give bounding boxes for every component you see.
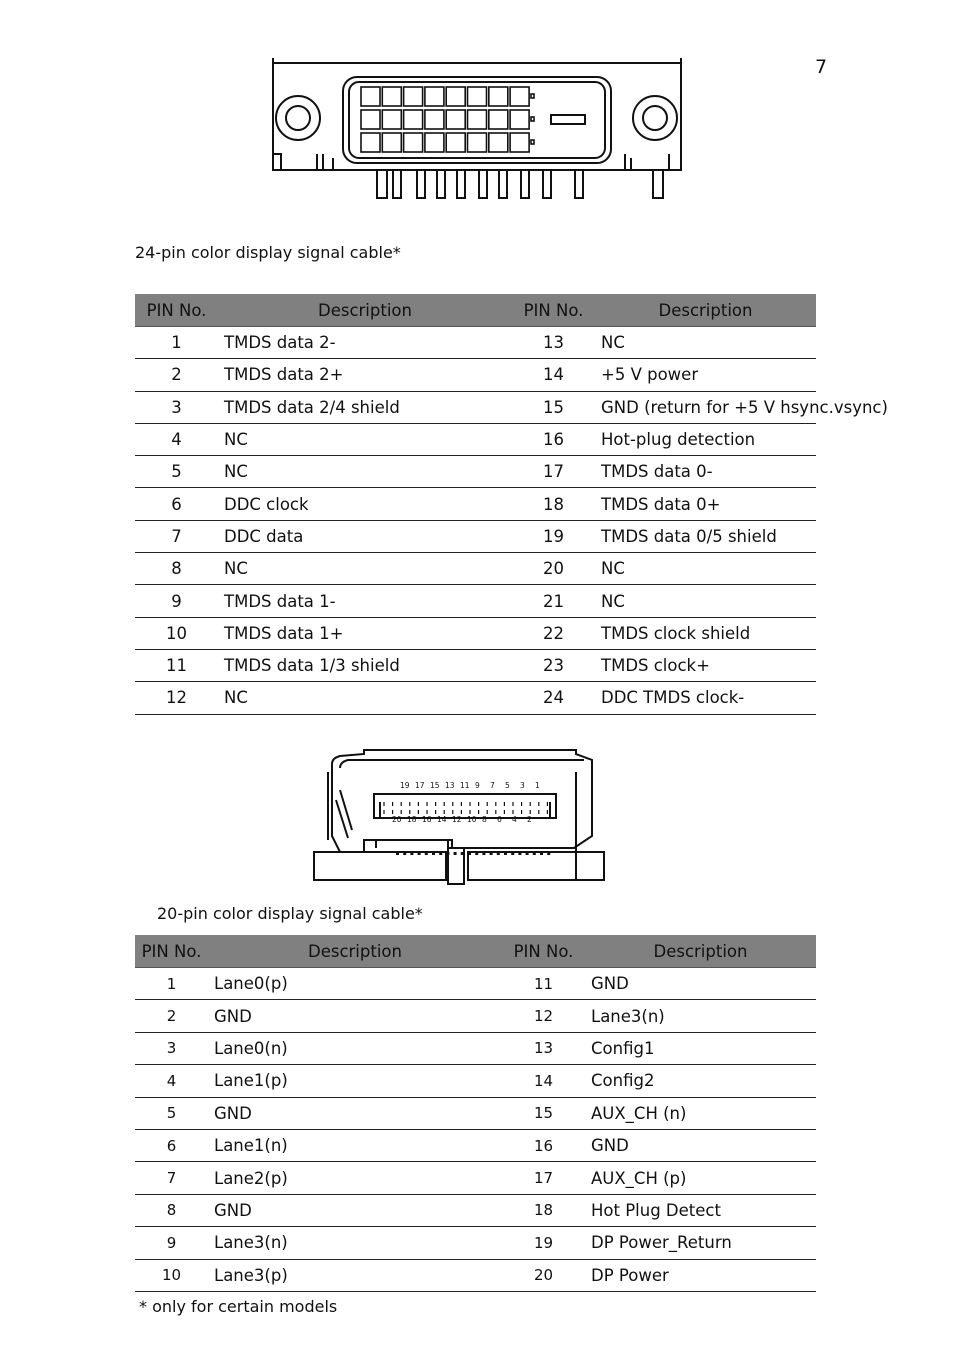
table-row (135, 1000, 816, 1032)
dvi-connector-leg (543, 170, 551, 198)
pin-number-cell: 7 (135, 520, 218, 552)
dp-contact-tick (439, 852, 442, 855)
pin-number-cell: 22 (512, 617, 595, 649)
dvi-pin-socket (446, 87, 465, 106)
dvi-connector-leg (393, 170, 401, 198)
pin-description-cell: NC (595, 585, 816, 617)
pin-description-cell: TMDS data 1- (218, 585, 512, 617)
dp-pin-label: 10 (467, 815, 477, 824)
header-description: Description (218, 294, 512, 327)
pin-number-cell: 1 (135, 327, 218, 359)
pin-description-cell: NC (218, 456, 512, 488)
dp-pin-label: 12 (452, 815, 462, 824)
table-row (135, 488, 816, 520)
dvi-connector-leg (437, 170, 445, 198)
dvi-pin-socket (510, 133, 529, 152)
dvi-pin-socket (382, 133, 401, 152)
dp-contact-tick (482, 852, 485, 855)
pin-description-cell: Lane0(p) (208, 968, 502, 1000)
dp-pin-label: 7 (490, 781, 495, 790)
dp-pin-label: 2 (527, 815, 532, 824)
dvi-pin-socket (404, 133, 423, 152)
pin-description-cell: NC (218, 423, 512, 455)
table-row (135, 553, 816, 585)
pin-description-cell: GND (585, 1129, 816, 1161)
table-row (135, 359, 816, 391)
pin-description-cell: Config2 (585, 1065, 816, 1097)
pin-description-cell: Lane0(n) (208, 1032, 502, 1064)
dvi-pin-socket (446, 110, 465, 129)
dvi-pin-socket (468, 87, 487, 106)
dvi-connector-leg (575, 170, 583, 198)
dp-pin-label: 4 (512, 815, 517, 824)
dp-contact-tick (454, 852, 457, 855)
pin-description-cell: NC (595, 553, 816, 585)
dp-pin-label: 14 (437, 815, 447, 824)
pin-number-cell: 6 (135, 1129, 208, 1161)
pin-description-cell: +5 V power (595, 359, 816, 391)
dp-pin-label: 11 (460, 781, 470, 790)
dvi-pin-socket (361, 87, 380, 106)
pin-number-cell: 21 (512, 585, 595, 617)
dp-pin-label: 13 (445, 781, 455, 790)
dvi-pin-marker (531, 117, 534, 121)
dp-contact-tick (497, 852, 500, 855)
pin-number-cell: 3 (135, 1032, 208, 1064)
dvi-connector-leg (457, 170, 465, 198)
pin-description-cell: TMDS data 2- (218, 327, 512, 359)
dvi-connector-diagram (265, 58, 690, 204)
dp-contact-tick (511, 852, 514, 855)
pin-description-cell: Lane3(p) (208, 1259, 502, 1291)
dp-pin-label: 18 (407, 815, 417, 824)
table-row (135, 649, 816, 681)
pin-number-cell: 8 (135, 553, 218, 585)
pin-number-cell: 4 (135, 423, 218, 455)
pin-description-cell: TMDS data 0/5 shield (595, 520, 816, 552)
pin-number-cell: 13 (512, 327, 595, 359)
pin-number-cell: 15 (512, 391, 595, 423)
footnote: * only for certain models (139, 1297, 338, 1316)
table-row (135, 327, 816, 359)
dvi-pin-socket (489, 133, 508, 152)
pin-description-cell: GND (208, 1000, 502, 1032)
dp-contact-tick (533, 852, 536, 855)
header-pin-no: PIN No. (512, 294, 595, 327)
table-row (135, 520, 816, 552)
dvi-caption: 24-pin color display signal cable* (135, 243, 401, 262)
table-row (135, 1065, 816, 1097)
table-row (135, 585, 816, 617)
dvi-pin-table (135, 294, 888, 715)
pin-number-cell: 12 (135, 682, 218, 714)
dvi-pin-socket (489, 110, 508, 129)
pin-description-cell: TMDS data 0+ (595, 488, 816, 520)
dvi-pin-socket (382, 110, 401, 129)
pin-number-cell: 23 (512, 649, 595, 681)
dvi-pin-socket (425, 87, 444, 106)
table-header-row (135, 935, 816, 968)
pin-description-cell: Lane2(p) (208, 1162, 502, 1194)
pin-description-cell: Lane3(n) (208, 1227, 502, 1259)
dp-pin-label: 9 (475, 781, 480, 790)
header-description: Description (585, 935, 816, 968)
pin-description-cell: DDC TMDS clock- (595, 682, 816, 714)
pin-number-cell: 9 (135, 585, 218, 617)
pin-description-cell: TMDS data 1/3 shield (218, 649, 512, 681)
pin-number-cell: 15 (502, 1097, 585, 1129)
dvi-connector-leg (653, 170, 663, 198)
dvi-pin-socket (404, 110, 423, 129)
pin-number-cell: 6 (135, 488, 218, 520)
pin-description-cell: NC (218, 682, 512, 714)
table-row (135, 456, 816, 488)
dp-contact-tick (540, 852, 543, 855)
pin-number-cell: 14 (512, 359, 595, 391)
pin-number-cell: 8 (135, 1194, 208, 1226)
pin-description-cell: AUX_CH (n) (585, 1097, 816, 1129)
pin-number-cell: 4 (135, 1065, 208, 1097)
pin-description-cell: TMDS data 2+ (218, 359, 512, 391)
dp-pin-label: 8 (482, 815, 487, 824)
pin-number-cell: 20 (502, 1259, 585, 1291)
pin-description-cell: DP Power (585, 1259, 816, 1291)
pin-description-cell: TMDS clock shield (595, 617, 816, 649)
table-header-row (135, 294, 816, 327)
dvi-pin-socket (510, 87, 529, 106)
dp-pin-label: 20 (392, 815, 402, 824)
pin-number-cell: 10 (135, 617, 218, 649)
pin-description-cell: AUX_CH (p) (585, 1162, 816, 1194)
dvi-connector-leg (377, 170, 387, 198)
pin-number-cell: 1 (135, 968, 208, 1000)
header-pin-no: PIN No. (135, 294, 218, 327)
pin-description-cell: DDC clock (218, 488, 512, 520)
dvi-pin-socket (468, 110, 487, 129)
pin-number-cell: 24 (512, 682, 595, 714)
pin-number-cell: 7 (135, 1162, 208, 1194)
table-row (135, 1227, 816, 1259)
pin-description-cell: TMDS data 1+ (218, 617, 512, 649)
dvi-pin-socket (510, 110, 529, 129)
dvi-connector-leg (479, 170, 487, 198)
pin-number-cell: 5 (135, 1097, 208, 1129)
dvi-pin-socket (425, 110, 444, 129)
dvi-pin-socket (468, 133, 487, 152)
header-pin-no: PIN No. (502, 935, 585, 968)
pin-number-cell: 3 (135, 391, 218, 423)
dp-pin-label: 5 (505, 781, 510, 790)
pin-number-cell: 20 (512, 553, 595, 585)
dp-pin-label: 16 (422, 815, 432, 824)
pin-description-cell: Lane1(n) (208, 1129, 502, 1161)
pin-description-cell: NC (218, 553, 512, 585)
table-row (135, 1129, 816, 1161)
dp-contact-tick (432, 852, 435, 855)
dp-pin-label: 15 (430, 781, 440, 790)
pin-number-cell: 17 (512, 456, 595, 488)
pin-description-cell: DDC data (218, 520, 512, 552)
dvi-pin-socket (446, 133, 465, 152)
dvi-pin-socket (489, 87, 508, 106)
displayport-connector-diagram (312, 740, 608, 890)
header-description: Description (208, 935, 502, 968)
pin-number-cell: 11 (502, 968, 585, 1000)
dp-pin-label: 19 (400, 781, 410, 790)
pin-description-cell: Config1 (585, 1032, 816, 1064)
pin-number-cell: 2 (135, 1000, 208, 1032)
table-row (135, 391, 816, 423)
dp-contact-tick (518, 852, 521, 855)
dp-contact-tick (410, 852, 413, 855)
pin-number-cell: 16 (502, 1129, 585, 1161)
dp-pin-label: 6 (497, 815, 502, 824)
dp-contact-tick (547, 852, 550, 855)
pin-number-cell: 17 (502, 1162, 585, 1194)
dp-contact-tick (396, 852, 399, 855)
dvi-pin-marker (531, 94, 534, 98)
dp-caption: 20-pin color display signal cable* (157, 904, 423, 923)
dp-contact-tick (504, 852, 507, 855)
table-row (135, 617, 816, 649)
pin-number-cell: 14 (502, 1065, 585, 1097)
table-row (135, 1194, 816, 1226)
table-row (135, 1162, 816, 1194)
pin-description-cell: NC (595, 327, 816, 359)
dvi-pin-marker (531, 140, 534, 144)
pin-number-cell: 10 (135, 1259, 208, 1291)
pin-description-cell: Lane3(n) (585, 1000, 816, 1032)
pin-description-cell: DP Power_Return (585, 1227, 816, 1259)
dp-pin-label: 3 (520, 781, 525, 790)
header-description: Description (595, 294, 816, 327)
dp-pin-table (135, 935, 816, 1292)
table-row (135, 1259, 816, 1291)
pin-number-cell: 11 (135, 649, 218, 681)
dp-contact-tick (403, 852, 406, 855)
dp-contact-tick (468, 852, 471, 855)
pin-description-cell: TMDS data 2/4 shield (218, 391, 512, 423)
pin-number-cell: 2 (135, 359, 218, 391)
header-pin-no: PIN No. (135, 935, 208, 968)
pin-number-cell: 18 (502, 1194, 585, 1226)
pin-description-cell: TMDS data 0- (595, 456, 816, 488)
dp-pin-label: 17 (415, 781, 425, 790)
dvi-connector-leg (499, 170, 507, 198)
dp-contact-tick (490, 852, 493, 855)
dp-contact-tick (461, 852, 464, 855)
pin-number-cell: 12 (502, 1000, 585, 1032)
pin-number-cell: 9 (135, 1227, 208, 1259)
dp-contact-tick (475, 852, 478, 855)
pin-description-cell: Hot Plug Detect (585, 1194, 816, 1226)
table-row (135, 1097, 816, 1129)
dvi-pin-socket (425, 133, 444, 152)
pin-number-cell: 19 (512, 520, 595, 552)
table-row (135, 968, 816, 1000)
dvi-pin-socket (382, 87, 401, 106)
dvi-connector-leg (417, 170, 425, 198)
page-number: 7 (815, 56, 828, 78)
table-row (135, 1032, 816, 1064)
pin-description-cell: TMDS clock+ (595, 649, 816, 681)
dvi-pin-socket (361, 110, 380, 129)
pin-number-cell: 16 (512, 423, 595, 455)
dp-contact-tick (526, 852, 529, 855)
table-row (135, 423, 816, 455)
dp-contact-tick (425, 852, 428, 855)
pin-description-cell: GND (585, 968, 816, 1000)
pin-number-cell: 19 (502, 1227, 585, 1259)
dvi-pin-socket (404, 87, 423, 106)
dvi-connector-leg (521, 170, 529, 198)
pin-description-cell: GND (208, 1097, 502, 1129)
pin-number-cell: 13 (502, 1032, 585, 1064)
dp-pin-label: 1 (535, 781, 540, 790)
dvi-pin-socket (361, 133, 380, 152)
table-row (135, 682, 816, 714)
pin-description-cell: Lane1(p) (208, 1065, 502, 1097)
pin-number-cell: 18 (512, 488, 595, 520)
dp-contact-tick (418, 852, 421, 855)
dp-contact-tick (446, 852, 449, 855)
pin-description-cell: Hot-plug detection (595, 423, 816, 455)
pin-description-cell: GND (return for +5 V hsync.vsync) (595, 391, 816, 423)
pin-description-cell: GND (208, 1194, 502, 1226)
pin-number-cell: 5 (135, 456, 218, 488)
